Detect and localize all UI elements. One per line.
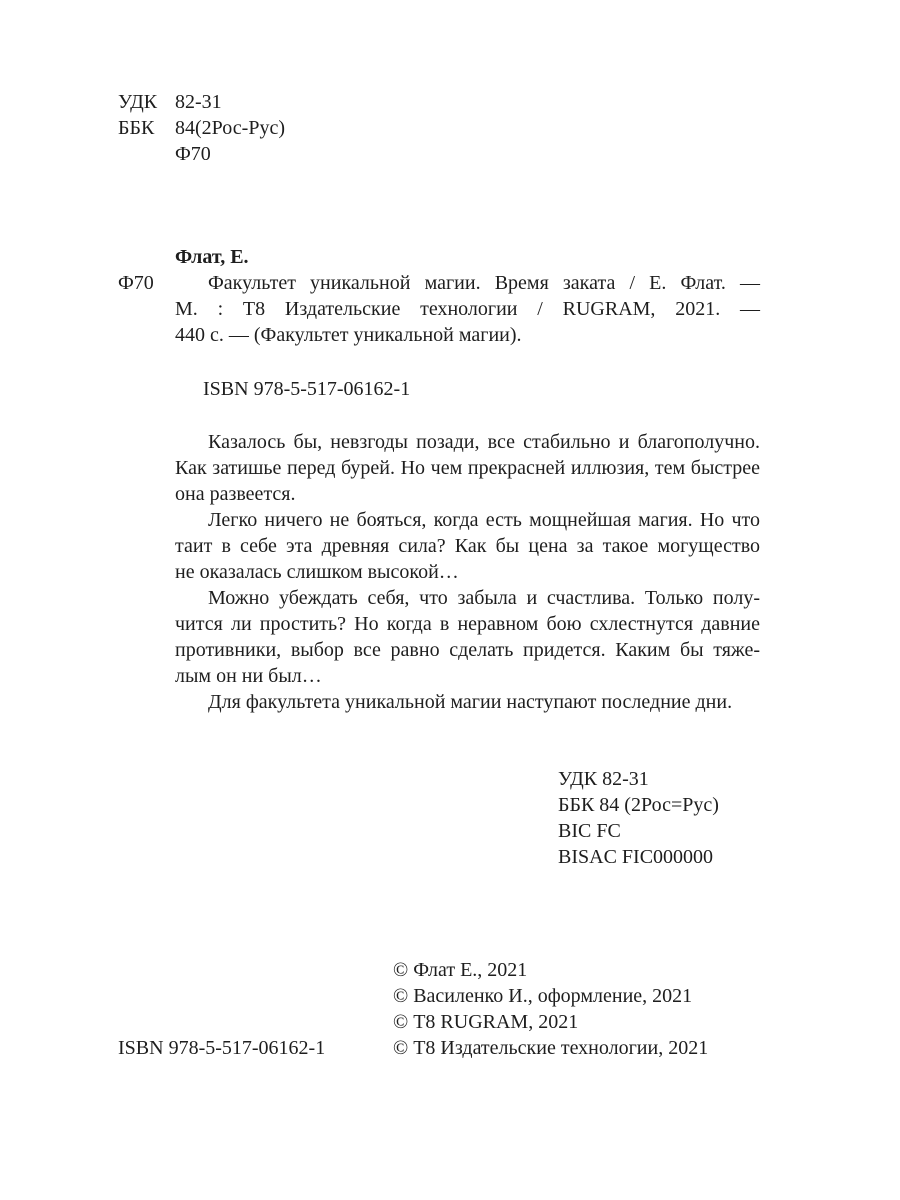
udk-label: УДК (118, 91, 158, 113)
catalog-line: Факультет уникальной магии. Время заката / Е. Флат. — (208, 272, 760, 294)
annotation-line: она развеется. (175, 483, 296, 505)
classification-code-line: УДК 82-31 (558, 768, 649, 790)
bbk-row (118, 115, 285, 141)
classification-code-line: BIC FC (558, 820, 621, 842)
annotation-line: не оказалась слишком высокой… (175, 561, 459, 583)
annotation (175, 429, 760, 715)
annotation-line: чится ли простить? Но когда в неравном бою схлестнутся давние (175, 613, 760, 635)
isbn-bottom: ISBN 978-5-517-06162-1 (118, 1037, 326, 1059)
bbk-value: 84(2Рос-Рус) (175, 117, 285, 139)
copyright-line: © Флат Е., 2021 (393, 959, 528, 981)
catalog-card (118, 244, 760, 348)
classification-codes-block (558, 766, 719, 870)
bbk-label: ББК (118, 117, 155, 139)
udk-bbk-block (118, 89, 285, 167)
catalog-card-sign: Ф70 (118, 272, 154, 294)
copyright-block (393, 957, 708, 1061)
isbn-top: ISBN 978-5-517-06162-1 (203, 378, 411, 400)
catalog-author: Флат, Е. (175, 246, 249, 268)
classification-code-line: BISAC FIC000000 (558, 846, 714, 868)
annotation-line: Легко ничего не бояться, когда есть мощнейшая магия. Но что (208, 509, 760, 531)
udk-row (118, 89, 285, 115)
annotation-line: Для факультета уникальной магии наступают последние дни. (208, 691, 733, 713)
copyright-line: © Василенко И., оформление, 2021 (393, 985, 693, 1007)
catalog-line: 440 с. — (Факультет уникальной магии). (175, 324, 522, 346)
annotation-line: Казалось бы, невзгоды позади, все стабильно и благополучно. (208, 431, 760, 453)
udk-value: 82-31 (175, 91, 222, 113)
author-sign-row (118, 141, 285, 167)
annotation-line: Как затишье перед бурей. Но чем прекрасней иллюзия, тем быстрее (175, 457, 760, 479)
copyright-line: © Т8 RUGRAM, 2021 (393, 1011, 579, 1033)
annotation-line: противники, выбор все равно сделать придется. Каким бы тяже- (175, 639, 760, 661)
annotation-line: таит в себе эта древняя сила? Как бы цена за такое могущество (175, 535, 760, 557)
annotation-line: лым он ни был… (175, 665, 322, 687)
copyright-line: © Т8 Издательские технологии, 2021 (393, 1037, 709, 1059)
classification-code-line: ББК 84 (2Рос=Рус) (558, 794, 719, 816)
author-sign: Ф70 (175, 143, 211, 165)
catalog-line: М. : Т8 Издательские технологии / RUGRAM, 2021. — (175, 298, 760, 320)
annotation-line: Можно убеждать себя, что забыла и счастлива. Только полу- (208, 587, 760, 609)
